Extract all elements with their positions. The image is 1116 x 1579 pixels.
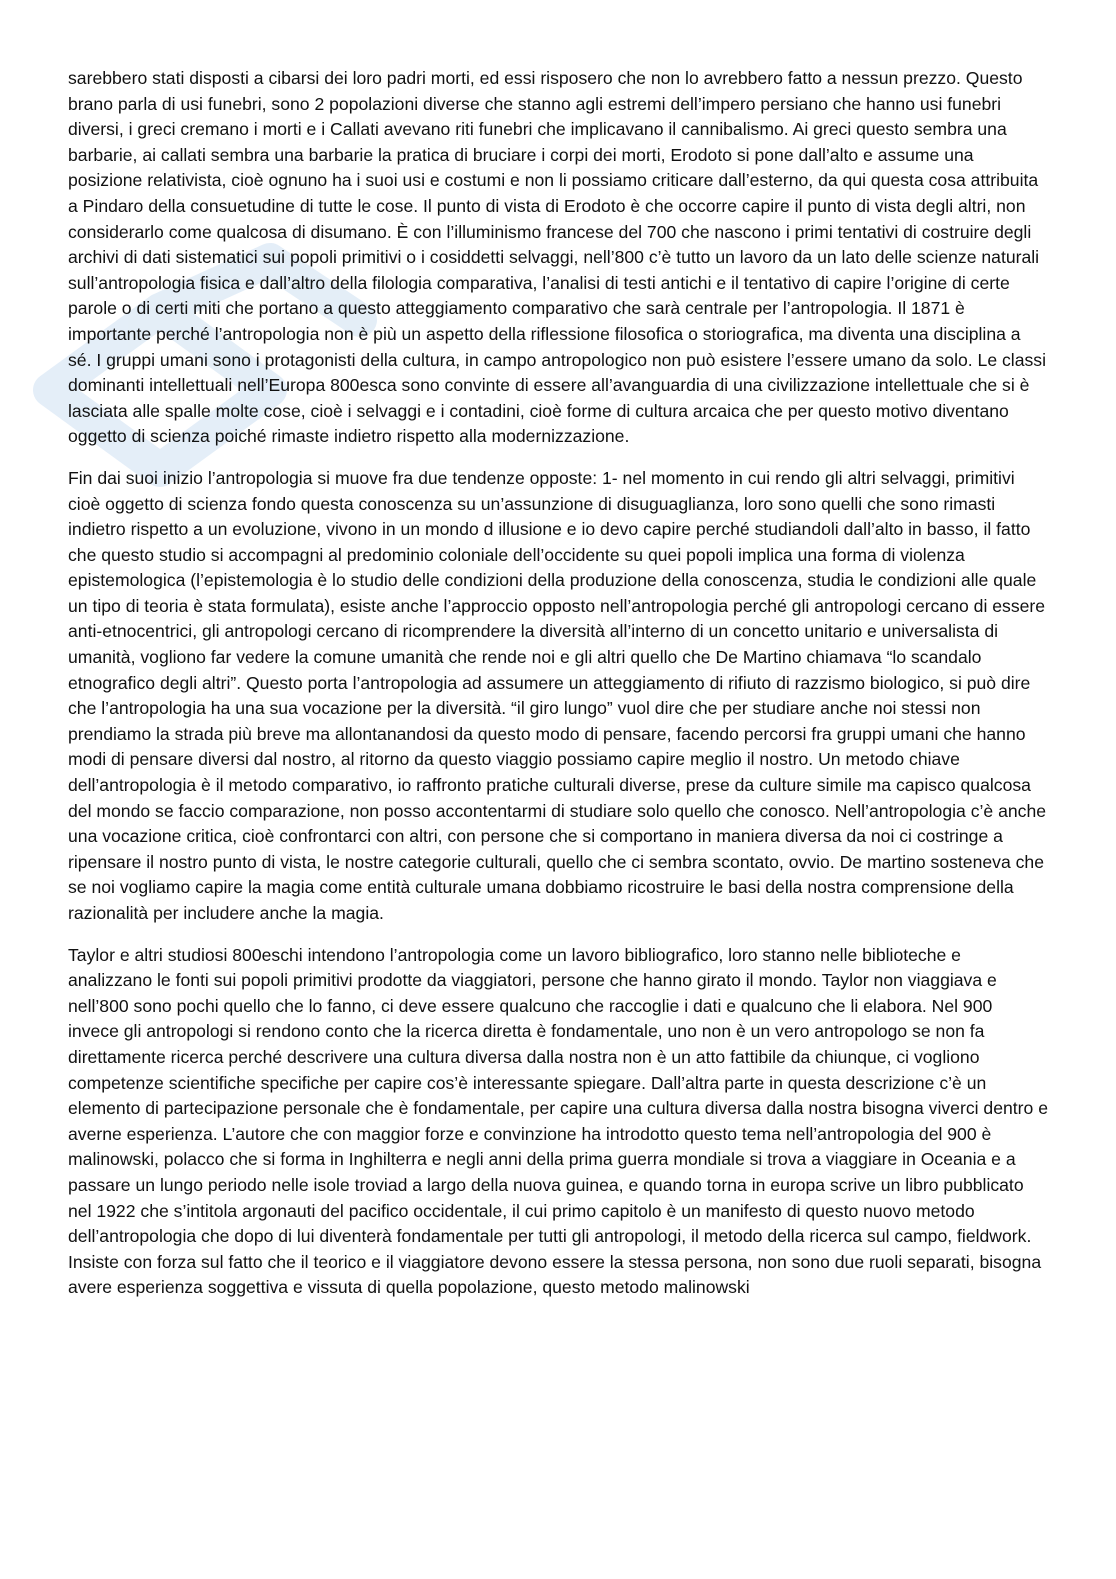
paragraph-3: Taylor e altri studiosi 800eschi intendono l’antropologia come un lavoro bibliografico, loro stanno nelle biblioteche e analizzano le fonti sui popoli primitivi prodotte da viaggiatori, persone che hanno girato il mondo. Taylor non viaggiava e nell’800 sono pochi quello che lo fanno, ci deve essere qualcuno che raccoglie i dati e qualcuno che li elabora. Nel 900 invece gli antropologi si rendono conto che la ricerca diretta è fondamentale, uno non è un vero antropologo se non fa direttamente ricerca perché descrivere una cultura diversa dalla nostra non è un atto fattibile da chiunque, ci vogliono competenze scientifiche specifiche per capire cos’è interessante spiegare. Dall’altra parte in questa descrizione c’è un elemento di partecipazione personale che è fondamentale, per capire una cultura diversa dalla nostra bisogna viverci dentro e averne esperienza. L’autore che con maggior forze e convinzione ha introdotto questo tema nell’antropologia del 900 è malinowski, polacco che si forma in Inghilterra e negli anni della prima guerra mondiale si trova a viaggiare in Oceania e a passare un lungo periodo nelle isole troviad a largo della nuova guinea, e quando torna in europa scrive un libro pubblicato nel 1922 che s’intitola argonauti del pacifico occidentale, il cui primo capitolo è un manifesto di questo nuovo metodo dell’antropologia che dopo di lui diventerà fondamentale per tutti gli antropologi, il metodo della ricerca sul campo, fieldwork. Insiste con forza sul fatto che il teorico e il viaggiatore devono essere la stessa persona, non sono due ruoli separati, bisogna avere esperienza soggettiva e vissuta di quella popolazione, questo metodo malinowski	[68, 944, 1048, 1298]
paragraph-2: Fin dai suoi inizio l’antropologia si muove fra due tendenze opposte: 1- nel momento in cui rendo gli altri selvaggi, primitivi cioè oggetto di scienza fondo questa conoscenza su un’assunzione di disuguaglianza, loro sono quelli che sono rimasti indietro rispetto a un evoluzione, vivono in un mondo d illusione e io devo capire perché studiandoli dall’alto in basso, il fatto che questo studio si accompagni al predominio coloniale dell’occidente su quei popoli implica una forma di violenza epistemologica (l’epistemologia è lo studio delle condizioni della produzione della conoscenza, studia le condizioni alle quale un tipo di teoria è stata formulata), esiste anche l’approccio opposto nell’antropologia perché gli antropologi cercano di essere anti-etnocentrici, gli antropologi cercano di ricomprendere la diversità all’interno di un concetto unitario e universalista di umanità, vogliono far vedere la comune umanità che rende noi e gli altri quello che De Martino chiamava “lo scandalo etnografico degli altri”. Questo porta l’antropologia ad assumere un atteggiamento di rifiuto di razzismo biologico, si può dire che l’antropologia ha una sua vocazione per la diversità. “il giro lungo” vuol dire che per studiare anche noi stessi non prendiamo la strada più breve ma allontanandosi da questo modo di pensare, facendo percorsi fra gruppi umani che hanno modi di pensare diversi dal nostro, al ritorno da questo viaggio possiamo capire meglio il nostro. Un metodo chiave dell’antropologia è il metodo comparativo, io raffronto pratiche culturali diverse, prese da culture simile ma capisco qualcosa del mondo se faccio comparazione, non posso accontentarmi di studiare solo quello che conosco. Nell’antropologia c’è anche una vocazione critica, cioè confrontarci con altri, con persone che si comportano in maniera diversa da noi ci costringe a ripensare il nostro punto di vista, le nostre categorie culturali, quello che ci sembra scontato, ovvio. De martino sosteneva che se noi vogliamo capire la magia come entità culturale umana dobbiamo ricostruire le basi della nostra comprensione della razionalità per includere anche la magia.	[68, 467, 1047, 923]
document-body	[68, 66, 1048, 1317]
paragraph-1: sarebbero stati disposti a cibarsi dei loro padri morti, ed essi risposero che non lo avrebbero fatto a nessun prezzo. Questo brano parla di usi funebri, sono 2 popolazioni diverse che stanno agli estremi dell’impero persiano che hanno usi funebri diversi, i greci cremano i morti e i Callati avevano riti funebri che implicavano il cannibalismo. Ai greci questo sembra una barbarie, ai callati sembra una barbarie la pratica di bruciare i corpi dei morti, Erodoto si pone dall’alto e assume una posizione relativista, cioè ognuno ha i suoi usi e costumi e non li possiamo criticare dall’esterno, da qui questa cosa attribuita a Pindaro della consuetudine di tutte le cose. Il punto di vista di Erodoto è che occorre capire il punto di vista degli altri, non considerarlo come qualcosa di disumano. È con l’illuminismo francese del 700 che nascono i primi tentativi di costruire degli archivi di dati sistematici sui popoli primitivi o i cosiddetti selvaggi, nell’800 c’è tutto un lavoro da un lato delle scienze naturali sull’antropologia fisica e dall’altro della filologia comparativa, l’analisi di testi antichi e il tentativo di capire l’origine di certe parole o di certi miti che portano a questo atteggiamento comparativo che sarà centrale per l’antropologia. Il 1871 è importante perché l’antropologia non è più un aspetto della riflessione filosofica o storiografica, ma diventa una disciplina a sé. I gruppi umani sono i protagonisti della cultura, in campo antropologico non può esistere l’essere umano da solo. Le classi dominanti intellettuali nell’Europa 800esca sono convinte di essere all’avanguardia di una civilizzazione intellettuale che si è lasciata alle spalle molte cose, cioè i selvaggi e i contadini, cioè forme di cultura arcaica che per questo motivo diventano oggetto di scienza poiché rimaste indietro rispetto alla modernizzazione.	[68, 68, 1046, 447]
